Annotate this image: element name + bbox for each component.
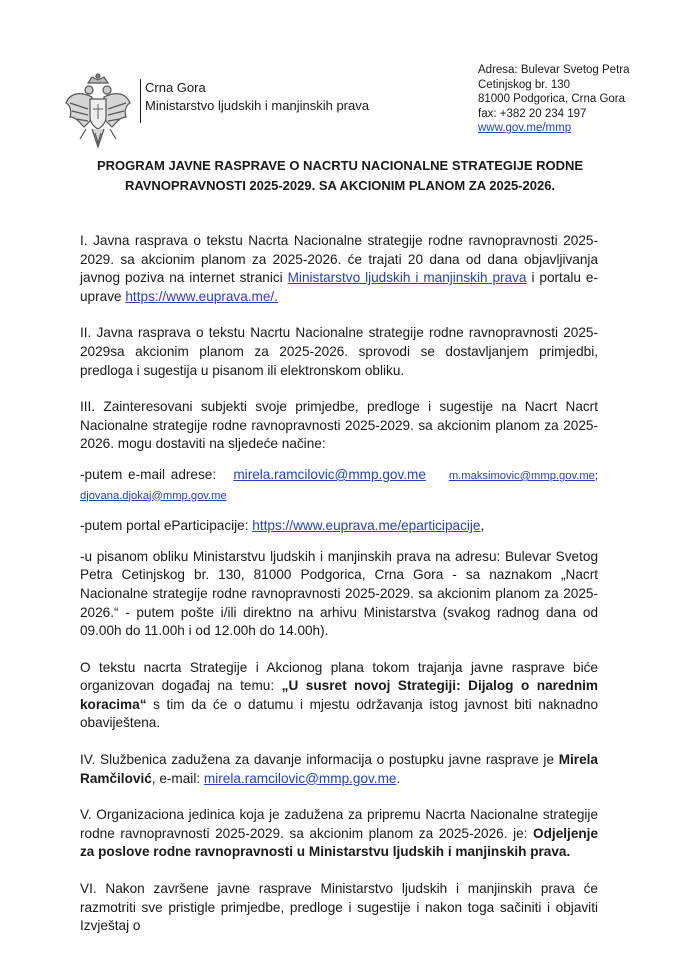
section-4-mid: , e-mail:: [151, 770, 201, 786]
section-3: III. Zainteresovani subjekti svoje primjedbe, predloge i sugestije na Nacrt Nacrt Nacionalne strategije rodne ravnopravnosti 2025-2029. sa akcionim planom za 2025-2026. mogu dostaviti na sljedeće načine:: [80, 399, 598, 452]
event-title: „U susret novoj Strategiji: Dijalog o narednim koracima“: [80, 678, 598, 712]
document-body: [80, 232, 598, 936]
portal-prefix: -putem portal eParticipacije:: [80, 518, 249, 534]
eparticipacije-link[interactable]: https://www.euprava.me/eparticipacije: [252, 518, 481, 534]
portal-option: -putem portal eParticipacije: https://www.euprava.me/eparticipacije,: [80, 518, 485, 534]
section-5: [80, 806, 598, 862]
event-paragraph: [80, 659, 598, 733]
section-4: IV. Službenica zadužena za davanje informacija o postupku javne rasprave je Mirela Ramčilović, e-mail: mirela.ramcilovic@mmp.gov.me.: [80, 752, 598, 786]
event-pre: O tekstu nacrta Strategije i Akcionog plana tokom trajanja javne rasprave biće organizovan događaj na temu:: [80, 659, 598, 694]
address-line-3: 81000 Podgorica, Crna Gora: [478, 93, 626, 106]
ministry-block: [145, 79, 369, 115]
coat-of-arms-icon: [62, 73, 134, 155]
address-line-1: Adresa: Bulevar Svetog Petra: [478, 64, 630, 76]
title-line-2: RAVNOPRAVNOSTI 2025-2029. SA AKCIONIM PLANOM ZA 2025-2026.: [124, 178, 556, 193]
contact-name: Mirela Ramčilović: [80, 752, 598, 786]
email-link-3[interactable]: djovana.djokaj@mmp.gov.me: [80, 489, 227, 502]
email-prefix: -putem e-mail adrese:: [80, 466, 217, 482]
email-link-1[interactable]: mirela.ramcilovic@mmp.gov.me: [233, 466, 426, 482]
website-link[interactable]: www.gov.me/mmp: [478, 122, 572, 135]
responsible-unit: Odjeljenje za poslove rodne ravnopravnosti u Ministarstvu ljudskih i manjinskih prava.: [80, 825, 599, 860]
section-4-text: IV. Službenica zadužena za davanje informacija o postupku javne rasprave je: [80, 752, 555, 768]
header-divider: [140, 79, 141, 123]
email-link-2[interactable]: m.maksimovic@mmp.gov.me: [448, 469, 595, 482]
ministry-link[interactable]: Ministarstvo ljudskih i manjinskih prava: [287, 270, 527, 286]
ministry-name: Ministarstvo ljudskih i manjinskih prava: [145, 98, 369, 113]
address-line-2: Cetinjskog br. 130: [478, 78, 571, 91]
contact-email-link[interactable]: mirela.ramcilovic@mmp.gov.me: [203, 770, 397, 786]
section-5-text: V. Organizaciona jedinica koja je zadužena za pripremu Nacrta Nacionalne strategije rodne ravnopravnosti 2025-2029. sa akcionim planom za 2025-2026. je:: [80, 807, 598, 841]
section-1-text: I. Javna rasprava o tekstu Nacrta Nacionalne strategije rodne ravnopravnosti 2025-2029. sa akcionim planom za 2025-2026. će trajati 20 dana od dana objavljivanja javnog poziva na internet stranici: [80, 233, 598, 286]
title-line-1: PROGRAM JAVNE RASPRAVE O NACRTU NACIONALNE STRATEGIJE RODNE: [96, 158, 584, 173]
written-option: -u pisanom obliku Ministarstvu ljudskih i manjinskih prava na adresu: Bulevar Svetog Petra Cetinjskog br. 130, 81000 Podgorica, Crna Gora - sa naznakom „Nacrt Nacionalne strategije rodne ravnopravnosti 2025-2029. sa akcionim planom za 2025-2026.“ - putem pošte i/ili direktno na arhivu Ministarstva (svakog radnog dana od 09.00h do 11.00h i od 12.00h do 14.00h).: [80, 548, 598, 639]
euprava-link[interactable]: https://www.euprava.me/.: [125, 288, 278, 304]
address-block: [478, 63, 630, 136]
email-options: -putem e-mail adrese: mirela.ramcilovic@mmp.gov.me m.maksimovic@mmp.gov.me; djovana.djokaj@mmp.gov.me: [80, 466, 598, 502]
section-6: VI. Nakon završene javne rasprave Ministarstvo ljudskih i manjinskih prava će razmotriti sve pristigle primjedbe, predloge i sugestije i nakon toga sačiniti i objaviti Izvještaj o: [80, 881, 598, 934]
section-2: II. Javna rasprava o tekstu Nacrtu Nacionalne strategije rodne ravnopravnosti 2025-2029sa akcionim planom za 2025-2026. sprovodi se dostavljanjem primjedbi, predloga i sugestija u pisanom ili elektronskom obliku.: [80, 325, 598, 378]
section-1-mid: i portalu e-uprave: [80, 270, 598, 304]
event-post: s tim da će o datumu i mjestu održavanja istog javnost biti naknadno obaviještena.: [80, 696, 599, 731]
country-name: Crna Gora: [145, 80, 206, 95]
fax-number: fax: +382 20 234 197: [478, 107, 587, 120]
document-title: [70, 156, 610, 196]
section-1: [80, 232, 598, 306]
